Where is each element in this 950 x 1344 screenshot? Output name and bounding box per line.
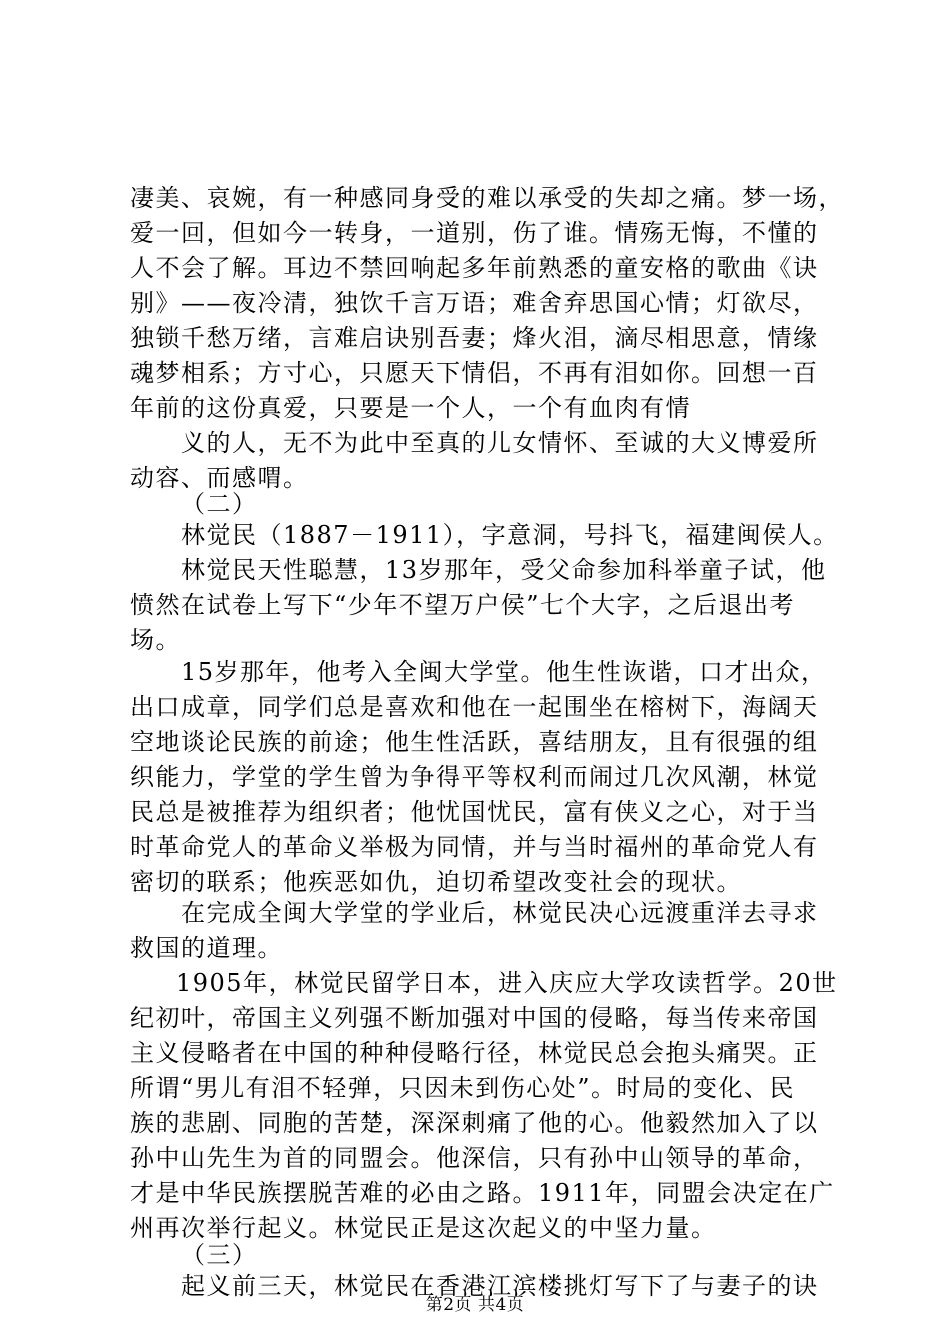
paragraph-line: 独锁千愁万绪，言难启诀别吾妻；烽火泪，滴尽相思意，情缘 bbox=[130, 324, 819, 352]
paragraph-line: 才是中华民族摆脱苦难的必由之路。1911年，同盟会决定在广 bbox=[130, 1179, 835, 1207]
paragraph-line: 州再次举行起义。林觉民正是这次起义的中坚力量。 bbox=[130, 1214, 717, 1242]
paragraph-line: 织能力，学堂的学生曾为争得平等权利而闹过几次风潮，林觉 bbox=[130, 763, 819, 791]
paragraph-line: 爱一回，但如今一转身，一道别，伤了谁。情殇无悔，不懂的 bbox=[130, 219, 819, 247]
paragraph-line: 林觉民（1887－1911），字意洞，号抖飞，福建闽侯人。 bbox=[181, 521, 839, 549]
paragraph-line: 民总是被推荐为组织者；他忧国忧民，富有侠义之心，对于当 bbox=[130, 798, 819, 826]
section-heading: （三） bbox=[181, 1241, 258, 1269]
paragraph-line: 时革命党人的革命义举极为同情，并与当时福州的革命党人有 bbox=[130, 833, 819, 861]
paragraph-line: 动容、而感喟。 bbox=[130, 464, 309, 492]
paragraph-line: 出口成章，同学们总是喜欢和他在一起围坐在榕树下，海阔天 bbox=[130, 693, 819, 721]
paragraph-line: 密切的联系；他疾恶如仇，迫切希望改变社会的现状。 bbox=[130, 868, 742, 896]
paragraph-line: 起义前三天，林觉民在香港江滨楼挑灯写下了与妻子的诀 bbox=[181, 1272, 819, 1300]
paragraph-line: 义的人，无不为此中至真的儿女情怀、至诚的大义博爱所 bbox=[181, 429, 819, 457]
paragraph-line: 人不会了解。耳边不禁回响起多年前熟悉的童安格的歌曲《诀 bbox=[130, 254, 819, 282]
paragraph-line: 族的悲剧、同胞的苦楚，深深刺痛了他的心。他毅然加入了以 bbox=[130, 1109, 819, 1137]
page-number: 第2页 共4页 bbox=[425, 1295, 525, 1315]
paragraph-line: 主义侵略者在中国的种种侵略行径，林觉民总会抱头痛哭。正 bbox=[130, 1039, 819, 1067]
paragraph-line: 魂梦相系；方寸心，只愿天下情侣，不再有泪如你。回想一百 bbox=[130, 359, 819, 387]
paragraph-line: 在完成全闽大学堂的学业后，林觉民决心远渡重洋去寻求 bbox=[181, 899, 819, 927]
paragraph-line: 空地谈论民族的前途；他生性活跃，喜结朋友，且有很强的组 bbox=[130, 728, 819, 756]
paragraph-line: 救国的道理。 bbox=[130, 934, 283, 962]
paragraph-line: 1905年，林觉民留学日本，进入庆应大学攻读哲学。20世 bbox=[176, 969, 838, 997]
paragraph-line: 纪初叶，帝国主义列强不断加强对中国的侵略，每当传来帝国 bbox=[130, 1004, 819, 1032]
paragraph-line: 别》——夜冷清，独饮千言万语；难舍弃思国心情；灯欲尽， bbox=[130, 289, 819, 317]
paragraph-line: 所谓“男儿有泪不轻弹，只因未到伤心处”。时局的变化、民 bbox=[130, 1074, 796, 1102]
paragraph-line: 场。 bbox=[130, 626, 181, 654]
paragraph-line: 凄美、哀婉，有一种感同身受的难以承受的失却之痛。梦一场， bbox=[130, 184, 844, 212]
paragraph-line: 年前的这份真爱，只要是一个人，一个有血肉有情 bbox=[130, 394, 691, 422]
paragraph-line: 15岁那年，他考入全闽大学堂。他生性诙谐，口才出众， bbox=[181, 658, 827, 686]
section-heading: （二） bbox=[181, 490, 258, 518]
paragraph-line: 孙中山先生为首的同盟会。他深信，只有孙中山领导的革命， bbox=[130, 1144, 819, 1172]
paragraph-line: 林觉民天性聪慧，13岁那年，受父命参加科举童子试，他 bbox=[181, 556, 827, 584]
paragraph-line: 愤然在试卷上写下“少年不望万户侯”七个大字，之后退出考 bbox=[130, 591, 796, 619]
